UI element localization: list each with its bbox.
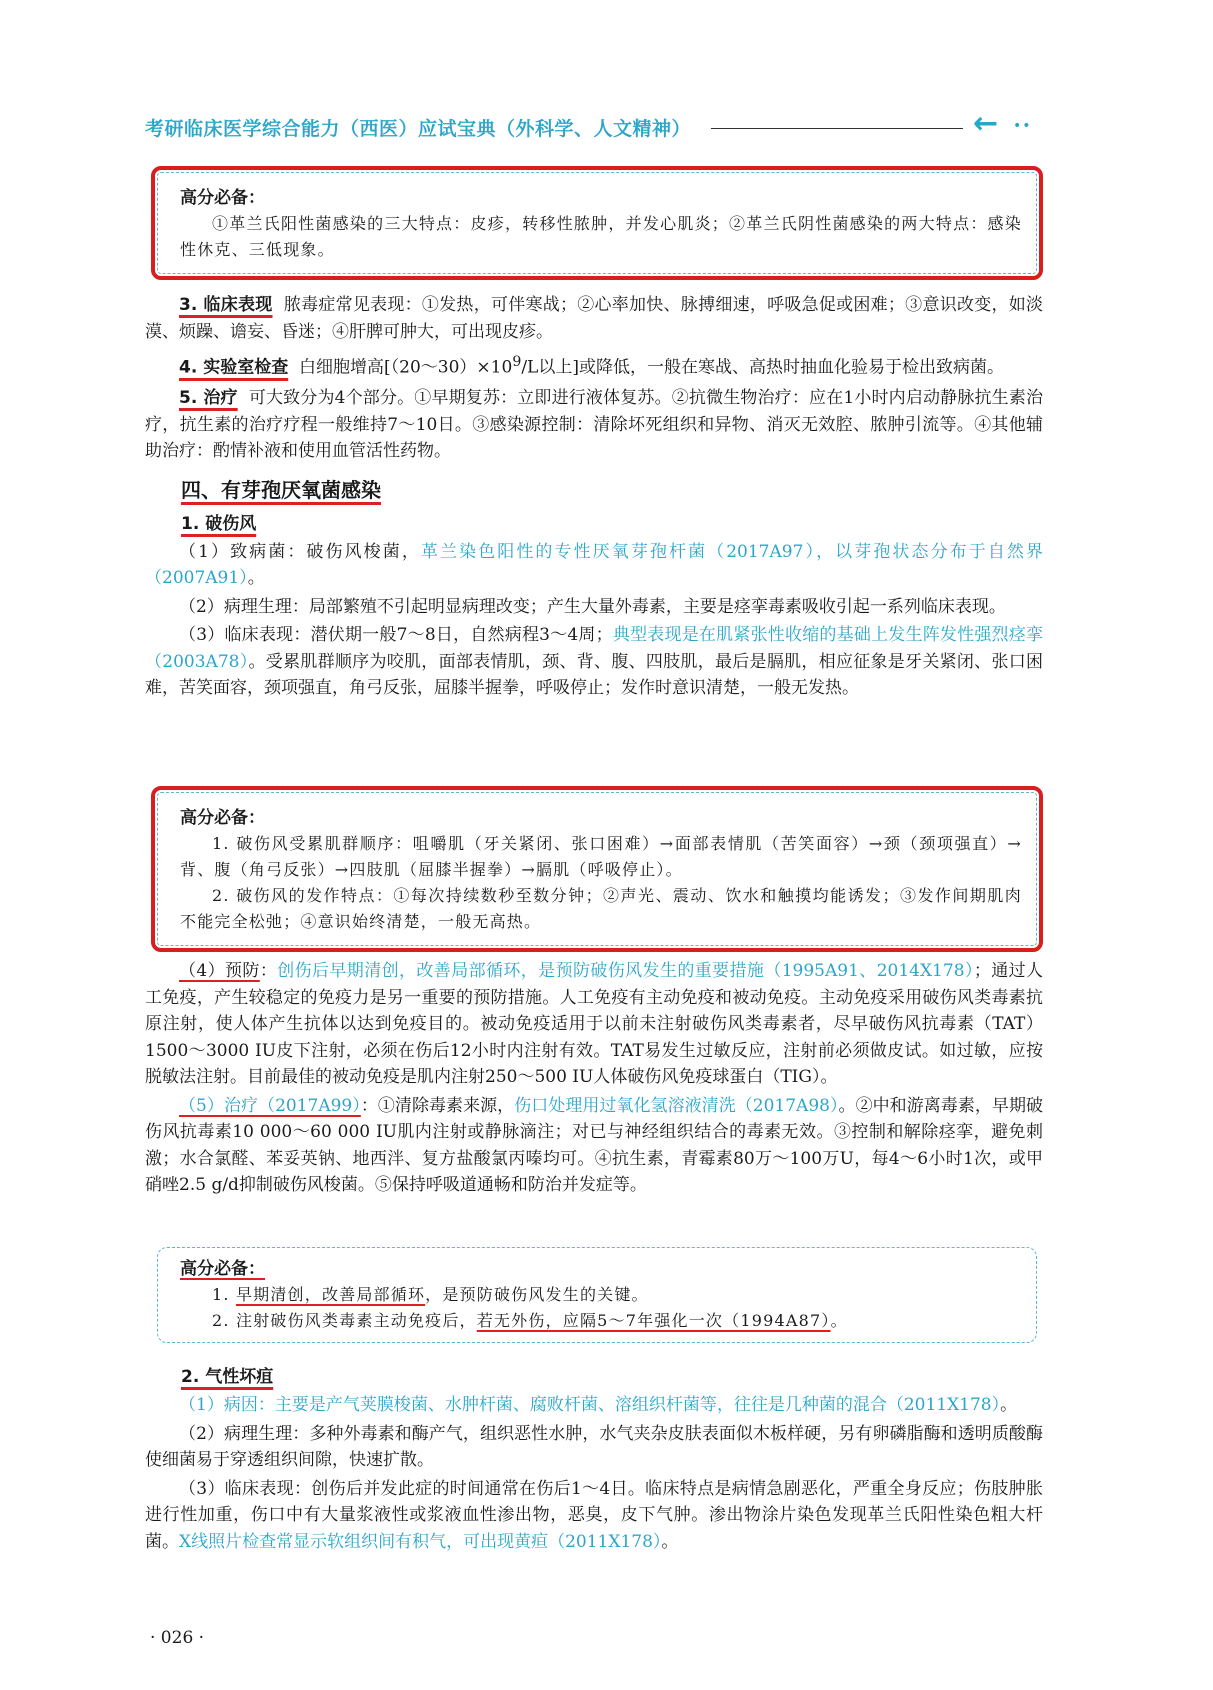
etiology-end: 。 xyxy=(1000,1395,1018,1415)
box-title: 高分必备： xyxy=(180,1259,265,1279)
gangrene-clinical xyxy=(145,1476,1043,1556)
box-title: 高分必备： xyxy=(180,808,265,828)
clinical-highlight: 典型表现是在肌紧张性收缩的基础上发生阵发性强烈痉挛（2003A78） xyxy=(145,625,1043,672)
line1-num: 1. xyxy=(212,1285,236,1304)
tetanus-prevention-treatment xyxy=(145,958,1043,1199)
therapy-highlight: 伤口处理用过氧化氢溶液清洗（2017A98） xyxy=(514,1095,839,1116)
tetanus-pathophysiology: （2）病理生理：局部繁殖不引起明显病理改变；产生大量外毒素，主要是痉挛毒素吸收引起一系列临床表现。 xyxy=(179,596,1006,617)
section-heading: 四、有芽孢厌氧菌感染 xyxy=(181,477,381,502)
pathogen-highlight: 革兰染色阳性的专性厌氧芽孢杆菌（2017A97），以芽孢状态分布于自然界（2007A91） xyxy=(145,541,1043,589)
etiology-highlight: （1）病因：主要是产气荚膜梭菌、水肿杆菌、腐败杆菌、溶组织杆菌等，往往是几种菌的混合（2011X178） xyxy=(179,1395,1001,1415)
dots-icon: •• xyxy=(1013,118,1032,134)
lab-exam-superscript: 9 xyxy=(512,354,522,370)
clinical-manifestations-text: 脓毒症常见表现：①发热，可伴寒战；②心率加快、脉搏细速，呼吸急促或困难；③意识改变，如淡漠、烦躁、谵妄、昏迷；④肝脾可肿大，可出现皮疹。 xyxy=(145,295,1043,342)
page-number: · 026 · xyxy=(150,1628,205,1648)
prevention-text: ；通过人工免疫，产生较稳定的免疫力是另一重要的预防措施。人工免疫有主动免疫和被动免疫。主动免疫采用破伤风类毒素抗原注射，使人体产生抗体以达到免疫目的。被动免疫适用于以前未注射破伤风类毒素者，尽早破伤风抗毒素（TAT）1500～3000 IU皮下注射，必须在伤后12小时内注射有效。TAT易发生过敏反应，注射前必须做皮试。如过敏，应按脱敏法注射。目前最佳的被动免疫是肌内注射250～500 IU人体破伤风免疫球蛋白（TIG）。 xyxy=(145,961,1044,1087)
tetanus-heading-row xyxy=(181,509,1043,539)
arrow-left-icon: ← xyxy=(973,106,999,141)
gangrene-heading: 2. 气性坏疽 xyxy=(181,1367,274,1387)
gangrene-clinical-highlight: X线照片检查常显示软组织间有积气，可出现黄疸（2011X178） xyxy=(179,1531,662,1552)
line1-end: ，是预防破伤风发生的关键。 xyxy=(425,1285,649,1304)
lab-exam-text-b: /L以上]或降低，一般在寒战、高热时抽血化验易于检出致病菌。 xyxy=(521,357,1004,378)
gangrene-heading-row xyxy=(181,1362,1043,1392)
clinical-manifestations-paragraph xyxy=(145,292,1043,345)
therapy-paragraph xyxy=(145,1093,1043,1199)
key-point-box-3 xyxy=(157,1247,1037,1343)
header-rule xyxy=(711,128,963,129)
therapy-label: （5）治疗（2017A99） xyxy=(179,1095,361,1116)
book-title: 考研临床医学综合能力（西医）应试宝典（外科学、人文精神） xyxy=(145,118,692,140)
line2-underlined: 若无外伤，应隔5～7年强化一次（1994A87） xyxy=(476,1311,831,1330)
box-line-2: 2. 破伤风的发作特点：①每次持续数秒至数分钟；②声光、震动、饮水和触摸均能诱发；③发作间期肌肉不能完全松弛；④意识始终清楚，一般无高热。 xyxy=(180,886,1022,931)
running-header xyxy=(145,106,1045,146)
tetanus-pathogen xyxy=(145,539,1043,592)
therapy-text-b: 。②中和游离毒素，早期破伤风抗毒素10 000～60 000 IU肌内注射或静脉滴注；对已与神经组织结合的毒素无效。③控制和解除痉挛，避免刺激；水合氯醛、苯妥英钠、地西泮、复方盐酸氯丙嗪均可。④抗生素，青霉素80万～100万U，每4～6小时1次，或甲硝唑2.5 g/d抑制破伤风梭菌。⑤保持呼吸道通畅和防治并发症等。 xyxy=(145,1095,1044,1195)
pathogen-text: （1）致病菌：破伤风梭菌， xyxy=(179,541,421,562)
box-text: ①革兰氏阳性菌感染的三大特点：皮疹，转移性脓肿，并发心肌炎；②革兰氏阴性菌感染的两大特点：感染性休克、三低现象。 xyxy=(180,214,1022,259)
gas-gangrene-section xyxy=(145,1362,1043,1555)
box-title: 高分必备： xyxy=(180,188,265,208)
line2-start: 2. 注射破伤风类毒素主动免疫后， xyxy=(212,1311,477,1330)
box-line-1: 1. 破伤风受累肌群顺序：咀嚼肌（牙关紧闭、张口困难）→面部表情肌（苦笑面容）→颈（颈项强直）→背、腹（角弓反张）→四肢肌（屈膝半握拳）→膈肌（呼吸停止）。 xyxy=(180,834,1022,879)
key-point-box-1 xyxy=(157,172,1037,274)
treatment-label: 5. 治疗 xyxy=(179,388,238,409)
lab-exam-text-a: 白细胞增高[（20～30）×10 xyxy=(299,357,513,378)
gangrene-etiology xyxy=(145,1392,1043,1419)
line1-underlined: 早期清创，改善局部循环 xyxy=(235,1285,426,1304)
lab-exam-paragraph xyxy=(145,349,1043,381)
clinical-text-a: （3）临床表现：潜伏期一般7～8日，自然病程3～4周； xyxy=(179,625,613,646)
treatment-paragraph xyxy=(145,385,1043,465)
gangrene-clinical-end: 。 xyxy=(661,1531,679,1552)
clinical-text-b: 。受累肌群顺序为咬肌，面部表情肌，颈、背、腹、四肢肌，最后是膈肌，相应征象是牙关紧闭、张口困难，苦笑面容，颈项强直，角弓反张，屈膝半握拳，呼吸停止；发作时意识清楚，一般无发热。 xyxy=(145,651,1043,699)
tetanus-clinical xyxy=(145,622,1043,702)
box-line-1 xyxy=(180,1282,1022,1308)
sepsis-section xyxy=(145,292,1043,702)
clinical-manifestations-label: 3. 临床表现 xyxy=(179,295,273,315)
lab-exam-label: 4. 实验室检查 xyxy=(179,357,289,378)
line2-end: 。 xyxy=(830,1311,848,1330)
prevention-colon: ： xyxy=(259,961,278,981)
key-point-box-2 xyxy=(157,792,1037,946)
gangrene-pathophysiology: （2）病理生理：多种外毒素和酶产气，组织恶性水肿，水气夹杂皮肤表面似木板样硬，另有卵磷脂酶和透明质酸酶使细菌易于穿透组织间隙，快速扩散。 xyxy=(145,1423,1043,1470)
prevention-highlight: 创伤后早期清创，改善局部循环，是预防破伤风发生的重要措施（1995A91、2014X178） xyxy=(277,961,974,981)
treatment-text: 可大致分为4个部分。①早期复苏：立即进行液体复苏。②抗微生物治疗：应在1小时内启动静脉抗生素治疗，抗生素的治疗疗程一般维持7～10日。③感染源控制：清除坏死组织和异物、消灭无效腔、脓肿引流等。④其他辅助治疗：酌情补液和使用血管活性药物。 xyxy=(145,388,1043,462)
gangrene-clinical-text: （3）临床表现：创伤后并发此症的时间通常在伤后1～4日。临床特点是病情急剧恶化，严重全身反应；伤肢肿胀进行性加重，伤口中有大量浆液性或浆液血性渗出物，恶臭，皮下气肿。渗出物涂片染色发现革兰氏阳性染色粗大杆菌。 xyxy=(145,1478,1043,1552)
box-line-2 xyxy=(180,1308,1022,1334)
tetanus-heading: 1. 破伤风 xyxy=(181,513,257,534)
pathogen-end: 。 xyxy=(247,568,265,589)
prevention-paragraph xyxy=(145,958,1043,1091)
therapy-text-a: ：①清除毒素来源， xyxy=(360,1095,515,1116)
prevention-label: （4）预防 xyxy=(179,961,260,981)
